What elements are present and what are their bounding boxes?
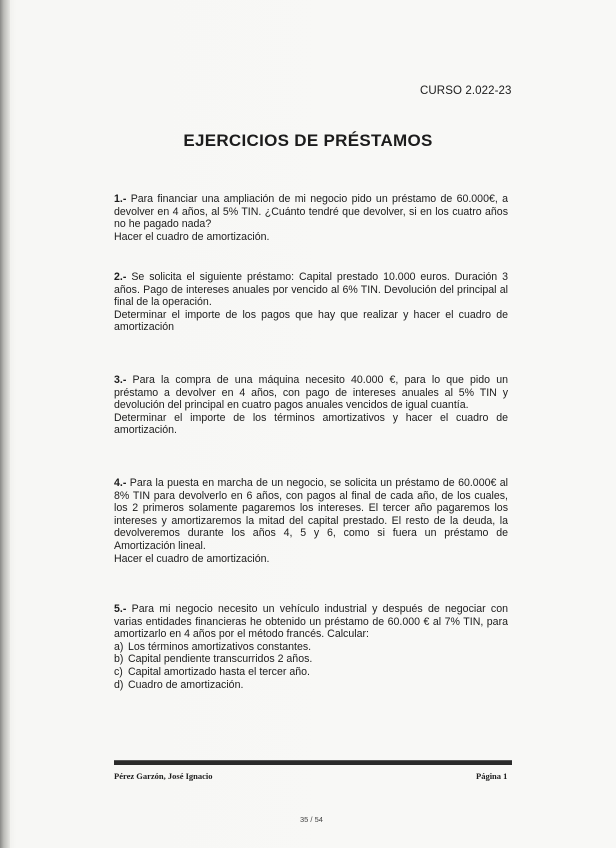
list-item-text: Capital pendiente transcurridos 2 años. xyxy=(128,653,313,666)
footer-page-label: Página 1 xyxy=(476,771,508,781)
list-item-label: d) xyxy=(114,678,124,691)
exercise-paragraph xyxy=(114,477,508,553)
exercise-text: Para financiar una ampliación de mi negocio pido un préstamo de 60.000€, a devolver en 4 años, al 5% TIN. ¿Cuánto tendré que devolver, si en los cuatro años no he pagado nada? xyxy=(114,193,508,231)
footer-divider xyxy=(114,760,512,765)
exercise-4 xyxy=(114,477,508,565)
page-title-text: EJERCICIOS DE PRÉSTAMOS xyxy=(183,131,433,150)
exercise-text: Para mi negocio necesito un vehículo industrial y después de negociar con varias entidades financieras he obtenido un préstamo de 60.000 € al 7% TIN, para amortizarlo en 4 años por el método francés. Calcular: xyxy=(114,603,508,641)
course-label: CURSO 2.022-23 xyxy=(420,85,512,97)
scan-shadow-edge xyxy=(0,0,10,848)
exercise-instruction: Hacer el cuadro de amortización. xyxy=(114,230,270,243)
exercise-text: Para la compra de una máquina necesito 40.000 €, para lo que pido un préstamo a devolver en 4 años, con pago de intereses anuales al 5% TIN y devolución del principal en cuatro pagos anuales vencidos de igual cuantía. xyxy=(114,374,508,412)
exercise-3 xyxy=(114,374,508,437)
exercise-paragraph xyxy=(114,374,508,412)
page-title xyxy=(0,131,616,151)
exercise-instruction: Determinar el importe de los términos amortizativos y hacer el cuadro de amortización. xyxy=(114,411,508,437)
exercise-text: Para la puesta en marcha de un negocio, se solicita un préstamo de 60.000€ al 8% TIN para devolverlo en 6 años, con pagos al final de cada año, de los cuales, los 2 primeros solamente pagaremos los intereses. El tercer año pagaremos los intereses y amortizaremos la mitad del capital prestado. El resto de la deuda, la devolveremos durante los años 4, 5 y 6, como si fuera un préstamo de Amortización lineal. xyxy=(114,477,508,552)
exercise-instruction: Determinar el importe de los pagos que hay que realizar y hacer el cuadro de amortización xyxy=(114,308,508,334)
page-counter: 35 / 54 xyxy=(300,815,323,824)
list-item-label: b) xyxy=(114,653,124,666)
list-item-text: Cuadro de amortización. xyxy=(128,678,244,691)
exercise-number: 5.- xyxy=(114,603,127,615)
list-item-text: Capital amortizado hasta el tercer año. xyxy=(128,665,310,678)
exercise-number: 3.- xyxy=(114,374,127,386)
footer-author: Pérez Garzón, José Ignacio xyxy=(114,771,213,781)
list-item xyxy=(114,666,508,679)
list-item-label: a) xyxy=(114,640,124,653)
exercise-instruction: Hacer el cuadro de amortización. xyxy=(114,552,270,565)
exercise-5 xyxy=(114,603,508,691)
exercise-1 xyxy=(114,193,508,243)
list-item-label: c) xyxy=(114,665,123,678)
exercise-paragraph xyxy=(114,603,508,641)
exercise-paragraph xyxy=(114,271,508,309)
list-item xyxy=(114,641,508,654)
exercise-2 xyxy=(114,271,508,334)
exercise-number: 1.- xyxy=(114,193,127,205)
list-item xyxy=(114,679,508,692)
exercise-subitems xyxy=(114,641,508,691)
exercise-number: 2.- xyxy=(114,271,127,283)
list-item-text: Los términos amortizativos constantes. xyxy=(128,640,312,653)
exercise-paragraph xyxy=(114,193,508,231)
exercise-number: 4.- xyxy=(114,477,127,489)
exercise-text: Se solicita el siguiente préstamo: Capital prestado 10.000 euros. Duración 3 años. Pago de intereses anuales por vencido al 6% TIN. Devolución del principal al final de la operación. xyxy=(114,271,508,309)
list-item xyxy=(114,653,508,666)
